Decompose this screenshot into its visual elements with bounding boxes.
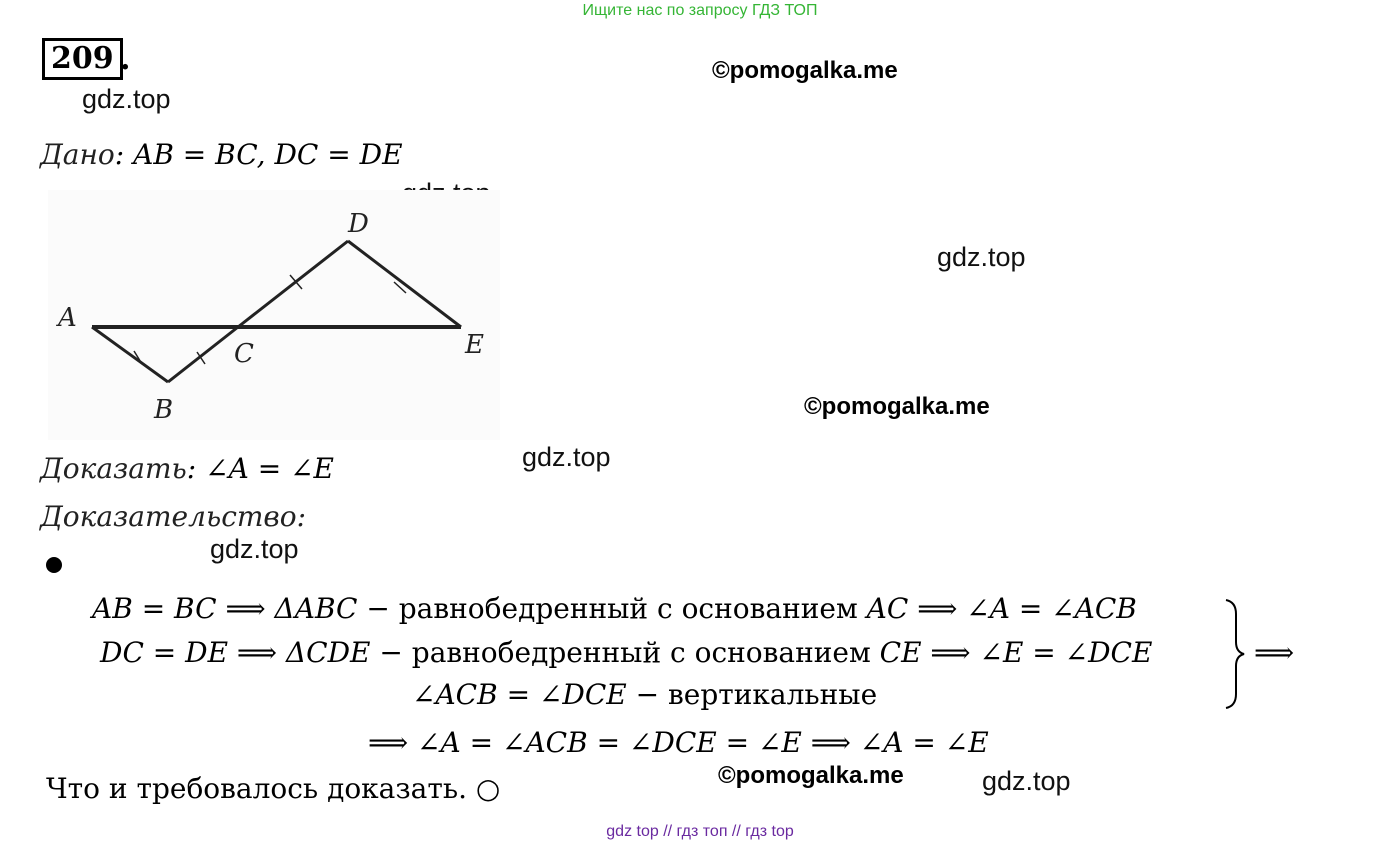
prove-label: Доказать [40, 452, 187, 485]
watermark-gdz: gdz.top [937, 242, 1026, 272]
point-label-b: B [154, 395, 174, 425]
figure-background [48, 190, 500, 440]
prove-line [40, 452, 334, 485]
proof-heading [40, 500, 306, 533]
proof-line-3-text: вертикальные [667, 678, 878, 711]
proof-line-2-math-start: DC = DE ⟹ ΔCDE − [100, 636, 412, 669]
given-label: Дано [40, 138, 115, 171]
point-label-d: D [348, 209, 369, 239]
bullet-point [46, 557, 62, 573]
triangle-figure [48, 190, 500, 440]
watermark-gdz: gdz.top [522, 442, 611, 472]
qed-line: Что и требовалось доказать. ○ [46, 772, 501, 805]
proof-line-1-text: равнобедренный с основанием [398, 592, 867, 625]
proof-line-1-math-start: AB = BC ⟹ ΔABC − [92, 592, 399, 625]
point-label-a: A [58, 303, 77, 333]
right-brace [1222, 598, 1246, 710]
proof-line-1-math-end: AC ⟹ ∠A = ∠ACB [866, 592, 1137, 625]
problem-number: 209 [42, 38, 123, 80]
proof-conclusion: ⟹ ∠A = ∠ACB = ∠DCE = ∠E ⟹ ∠A = ∠E [368, 726, 989, 759]
prove-text: : ∠A = ∠E [186, 452, 334, 485]
proof-line-1 [92, 592, 1137, 625]
top-banner: Ищите нас по запросу ГДЗ ТОП [582, 2, 818, 19]
watermark-gdz: gdz.top [82, 84, 171, 114]
point-label-c: C [234, 339, 254, 369]
point-label-e: E [465, 330, 484, 360]
watermark-pomogalka: ©pomogalka.me [712, 57, 898, 84]
given-line [40, 138, 403, 171]
proof-line-2 [100, 636, 1152, 669]
implies-arrow: ⟹ [1254, 636, 1295, 669]
proof-heading-label: Доказательство [40, 500, 297, 533]
given-text: : AB = BC, DC = DE [114, 138, 403, 171]
watermark-pomogalka: ©pomogalka.me [718, 762, 904, 789]
watermark-pomogalka: ©pomogalka.me [804, 393, 990, 420]
problem-number-dot: . [120, 42, 131, 77]
footer-links: gdz top // гдз топ // гдз top [606, 823, 794, 840]
watermark-gdz: gdz.top [210, 534, 299, 564]
watermark-gdz: gdz.top [982, 766, 1071, 796]
proof-line-3-math: ∠ACB = ∠DCE − [412, 678, 668, 711]
proof-line-2-math-end: CE ⟹ ∠E = ∠DCE [879, 636, 1153, 669]
proof-heading-colon: : [296, 500, 307, 533]
proof-line-3 [412, 678, 877, 711]
proof-line-2-text: равнобедренный с основанием [411, 636, 880, 669]
